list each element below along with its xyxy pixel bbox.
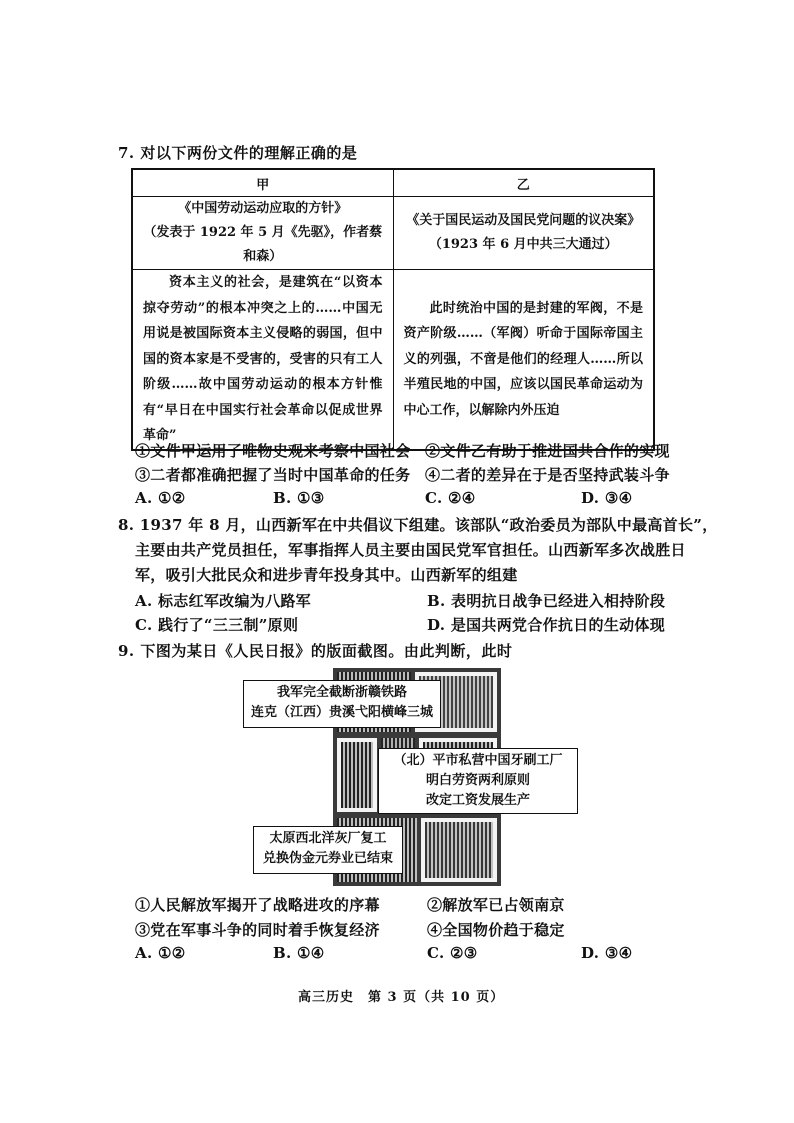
headline-callout-1	[243, 680, 441, 728]
q7-statement-3: ③二者都准确把握了当时中国革命的任务	[135, 466, 411, 484]
q9-option-b[interactable]: B. ①④	[273, 944, 325, 962]
headline-3-line-2: 兑换伪金元券业已结束	[262, 851, 393, 866]
page-footer: 高三历史 第 3 页（共 10 页）	[298, 990, 505, 1005]
q7-option-c[interactable]: C. ②④	[425, 489, 476, 507]
q7-statement-1: ①文件甲运用了唯物史观来考察中国社会	[135, 442, 411, 460]
q8-line-1: 8. 1937 年 8 月，山西新军在中共倡议下组建。该部队“政治委员为部队中最高首长”，	[118, 516, 718, 534]
document-a-text: 资本主义的社会，是建筑在“以资本掠夺劳动”的根本冲突之上的……中国无用说是被国际资本主义侵略的弱国，但中国的资本家是不受害的，受害的只有工人阶级……故中国劳动运动的根本方针惟有“早日在中国实行社会革命以促成世界革命”	[143, 275, 383, 443]
headline-2-line-1: （北）平市私营中国牙刷工厂	[393, 753, 563, 768]
headline-callout-2	[378, 748, 578, 814]
q9-option-c[interactable]: C. ②③	[427, 944, 478, 962]
question-7-title: 7. 对以下两份文件的理解正确的是	[118, 144, 358, 162]
headline-2-line-2: 明白劳资两利原则	[425, 773, 530, 788]
document-a-source-note: （发表于 1922 年 5 月《先驱》，作者蔡和森）	[143, 225, 383, 264]
headline-3-line-1: 太原西北洋灰厂复工	[269, 831, 387, 846]
q7-statement-2: ②文件乙有助于推进国共合作的实现	[425, 442, 670, 460]
document-b-source	[393, 197, 654, 270]
q9-statement-1: ①人民解放军揭开了战略进攻的序幕	[135, 896, 380, 914]
document-a-header: 甲	[132, 169, 393, 197]
documents-table	[131, 168, 655, 451]
q8-option-a[interactable]: A. 标志红军改编为八路军	[135, 592, 311, 610]
document-a-source	[132, 197, 393, 270]
document-a-source-title: 《中国劳动运动应取的方针》	[178, 201, 348, 216]
headline-1-line-1: 我军完全截断浙赣铁路	[276, 685, 407, 700]
q9-statement-3: ③党在军事斗争的同时着手恢复经济	[135, 921, 380, 939]
q9-statement-4: ④全国物价趋于稳定	[427, 921, 565, 939]
q9-statement-2: ②解放军已占领南京	[427, 896, 565, 914]
newspaper-clipping-figure	[243, 668, 583, 886]
q8-option-d[interactable]: D. 是国共两党合作抗日的生动体现	[427, 616, 666, 634]
q7-option-b[interactable]: B. ①③	[273, 489, 325, 507]
document-b-header: 乙	[393, 169, 654, 197]
q7-option-a[interactable]: A. ①②	[135, 489, 186, 507]
headline-callout-3	[253, 826, 403, 874]
q7-statement-4: ④二者的差异在于是否坚持武装斗争	[425, 466, 670, 484]
q8-option-c[interactable]: C. 践行了“三三制”原则	[135, 616, 299, 634]
q7-option-d[interactable]: D. ③④	[581, 489, 633, 507]
document-b-text: 此时统治中国的是封建的军阀，不是资产阶级……（军阀）听命于国际帝国主义的列强，不啻是他们的经理人……所以半殖民地的中国，应该以国民革命运动为中心工作，以解除内外压迫	[403, 300, 643, 418]
q8-line-3: 军，吸引大批民众和进步青年投身其中。山西新军的组建	[135, 566, 518, 584]
headline-1-line-2: 连克（江西）贵溪弋阳横峰三城	[250, 705, 433, 720]
document-b-source-note: （1923 年 6 月中共三大通过）	[428, 237, 618, 252]
document-a-text-cell	[132, 270, 393, 450]
document-b-text-cell	[393, 270, 654, 450]
document-b-source-title: 《关于国民运动及国民党问题的议决案》	[406, 213, 641, 228]
question-9-title: 9. 下图为某日《人民日报》的版面截图。由此判断，此时	[118, 642, 513, 660]
q8-option-b[interactable]: B. 表明抗日战争已经进入相持阶段	[427, 592, 666, 610]
q9-option-d[interactable]: D. ③④	[581, 944, 633, 962]
q9-option-a[interactable]: A. ①②	[135, 944, 186, 962]
headline-2-line-3: 改定工资发展生产	[425, 793, 530, 808]
q8-line-2: 主要由共产党员担任，军事指挥人员主要由国民党军官担任。山西新军多次战胜日	[135, 541, 686, 559]
